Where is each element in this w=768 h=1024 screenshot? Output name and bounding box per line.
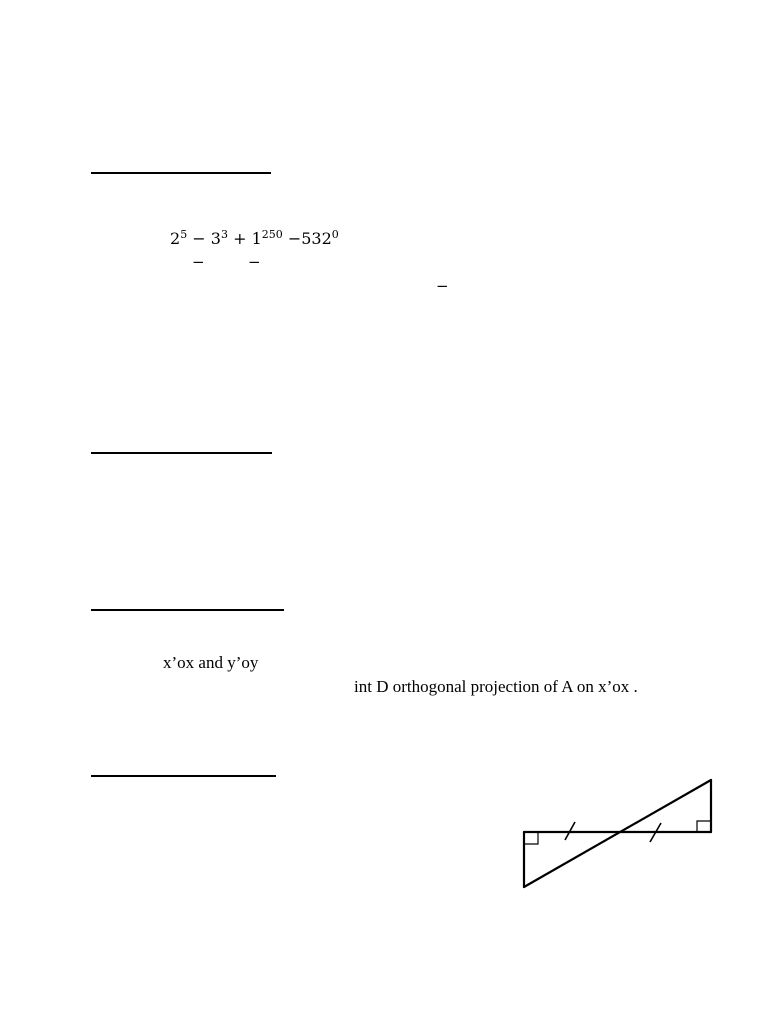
figure-outline	[524, 780, 711, 887]
right-angle-mark-left	[524, 832, 538, 844]
stray-minus-3: −	[436, 277, 449, 295]
operator-3: −	[287, 229, 302, 248]
projection-text: int D orthogonal projection of A on x’ox .	[354, 677, 638, 696]
term-4-base: 532	[301, 229, 332, 248]
term-3-base: 1	[251, 229, 262, 248]
term-3-exponent: 250	[261, 228, 283, 241]
term-1-base: 2	[170, 229, 181, 248]
term-2-exponent: 3	[220, 228, 228, 241]
stray-minus-1: −	[192, 253, 205, 271]
term-2-base: 3	[210, 229, 221, 248]
operator-1: −	[192, 229, 206, 248]
term-1-exponent: 5	[180, 228, 188, 241]
term-4-exponent: 0	[331, 228, 339, 241]
axes-text: x’ox and y’oy	[163, 653, 259, 672]
operator-2: +	[233, 229, 247, 248]
stray-minus-2: −	[248, 253, 261, 271]
right-angle-mark-right	[697, 821, 711, 832]
diagonal-segment	[524, 780, 711, 887]
